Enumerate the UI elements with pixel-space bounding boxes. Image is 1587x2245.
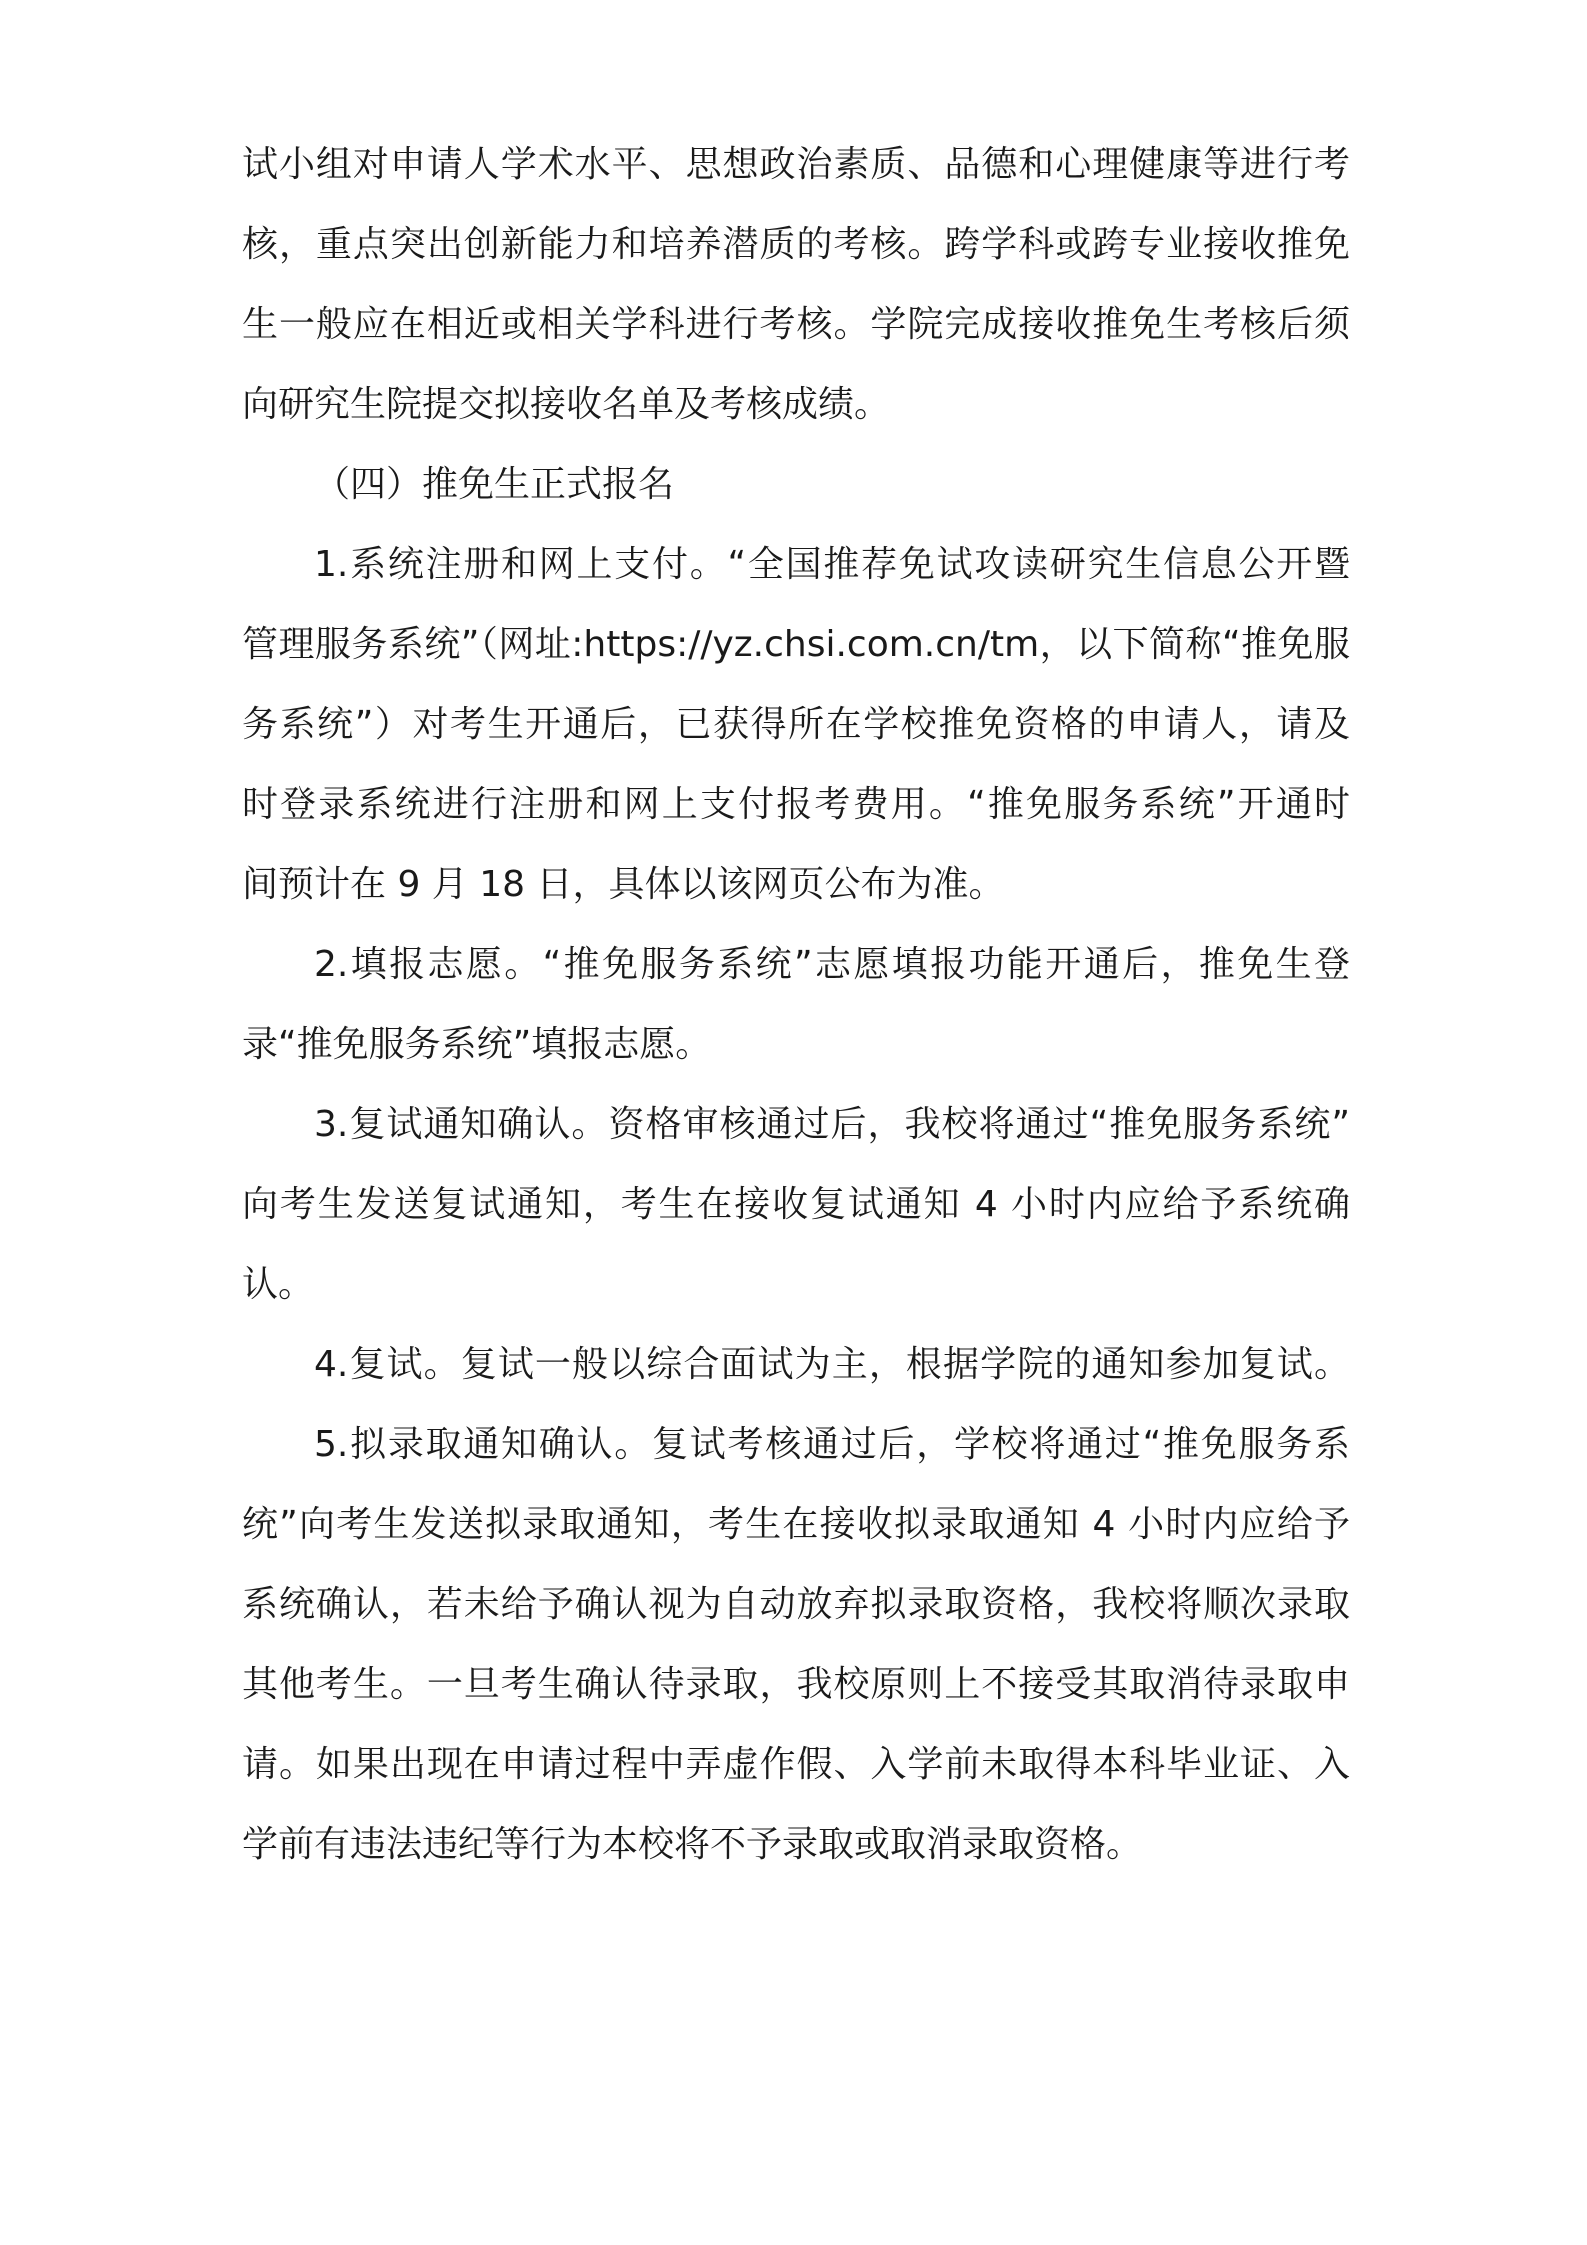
paragraph-line-with-url[interactable]: 管理服务系统”（网址:https://yz.chsi.com.cn/tm，以下简称“推免服 (242, 624, 1350, 665)
paragraph-line: 系统确认，若未给予确认视为自动放弃拟录取资格，我校将顺次录取 (242, 1584, 1350, 1625)
paragraph-line: 生一般应在相近或相关学科进行考核。学院完成接收推免生考核后须 (242, 304, 1350, 345)
paragraph-line: 学前有违法违纪等行为本校将不予录取或取消录取资格。 (242, 1824, 1143, 1865)
paragraph-line: 录“推免服务系统”填报志愿。 (242, 1024, 712, 1065)
paragraph-line: 间预计在 9 月 18 日，具体以该网页公布为准。 (242, 864, 1005, 905)
paragraph-line: 1.系统注册和网上支付。“全国推荐免试攻读研究生信息公开暨 (314, 544, 1350, 585)
paragraph-line: 务系统”）对考生开通后，已获得所在学校推免资格的申请人，请及 (242, 704, 1350, 745)
paragraph-line: 5.拟录取通知确认。复试考核通过后，学校将通过“推免服务系 (314, 1424, 1350, 1465)
paragraph-line: 统”向考生发送拟录取通知，考生在接收拟录取通知 4 小时内应给予 (242, 1504, 1350, 1545)
paragraph-line: 3.复试通知确认。资格审核通过后，我校将通过“推免服务系统” (314, 1104, 1350, 1145)
paragraph-line: 4.复试。复试一般以综合面试为主，根据学院的通知参加复试。 (314, 1344, 1350, 1385)
paragraph-line: 时登录系统进行注册和网上支付报考费用。“推免服务系统”开通时 (242, 784, 1350, 825)
paragraph-line: 请。如果出现在申请过程中弄虚作假、入学前未取得本科毕业证、入 (242, 1744, 1350, 1785)
paragraph-line: 向研究生院提交拟接收名单及考核成绩。 (242, 384, 891, 425)
paragraph-line: 核，重点突出创新能力和培养潜质的考核。跨学科或跨专业接收推免 (242, 224, 1350, 265)
paragraph-line: 认。 (242, 1264, 315, 1305)
paragraph-line: 2.填报志愿。“推免服务系统”志愿填报功能开通后，推免生登 (314, 944, 1350, 985)
paragraph-line: 试小组对申请人学术水平、思想政治素质、品德和心理健康等进行考 (242, 144, 1350, 185)
paragraph-line: 其他考生。一旦考生确认待录取，我校原则上不接受其取消待录取申 (242, 1664, 1350, 1705)
paragraph-line: 向考生发送复试通知，考生在接收复试通知 4 小时内应给予系统确 (242, 1184, 1350, 1225)
section-heading: （四）推免生正式报名 (314, 464, 675, 505)
